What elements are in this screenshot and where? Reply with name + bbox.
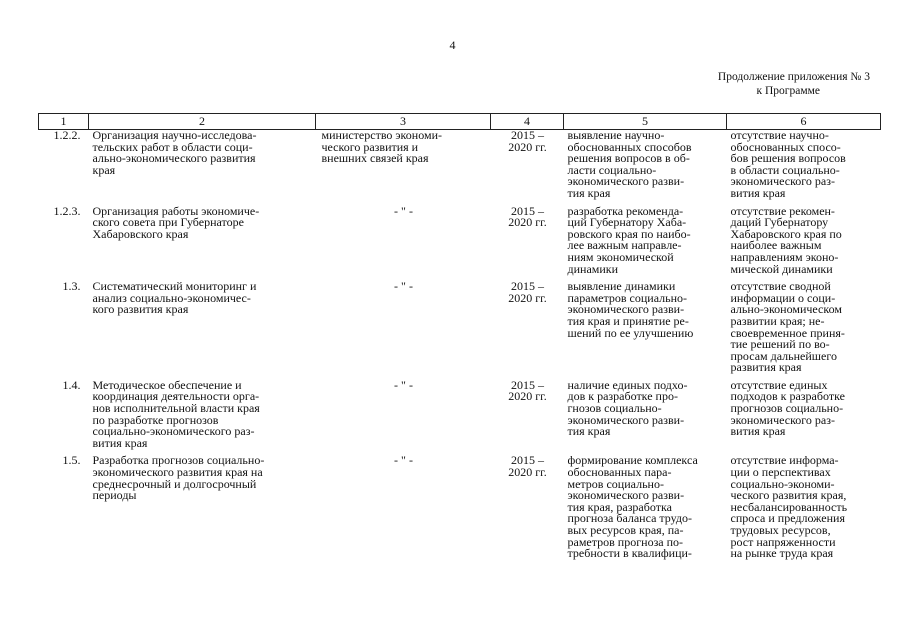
executor-cell: - " - — [394, 279, 413, 294]
result-cell: разработка рекоменда- ций Губернатору Хаба- ровского края по наибо- лее важным направле- ниям экономической динамики — [567, 203, 691, 276]
measure-cell: Методическое обеспечение и координация деятельности орга- нов исполнительной власти края по разработке прогнозов социально-экономического раз- вития края — [92, 377, 260, 450]
executor-cell: министерство экономи- ческого развития и внешних связей края — [321, 128, 442, 166]
appendix-note — [690, 70, 870, 98]
period-cell: 2015 – 2020 гг. — [508, 279, 547, 305]
header-col-2: 2 — [89, 114, 316, 130]
executor-cell: - " - — [394, 377, 413, 392]
measure-cell: Разработка прогнозов социально- экономического развития края на среднесрочный и долгосрочный периоды — [92, 453, 265, 503]
row-number: 1.5. — [62, 453, 81, 468]
measure-cell: Организация научно-исследова- тельских работ в области соци- ально-экономического развития края — [92, 128, 257, 177]
result-cell: выявление динамики параметров социально- экономического разви- тия края и принятие ре- шений по ее улучшению — [567, 279, 694, 340]
table-row — [39, 380, 881, 456]
result-cell: формирование комплекса обоснованных пара- метров социально- экономического разви- тия края, разработка прогноза баланса трудо- вых ресурсов края, па- раметров прогноза по- требности в квалифици- — [567, 453, 698, 561]
table-row — [39, 130, 881, 206]
period-cell: 2015 – 2020 гг. — [508, 453, 547, 480]
header-col-3: 3 — [316, 114, 491, 130]
consequence-cell: отсутствие информа- ции о перспективах социально-экономи- ческого развития края, несбалансированность спроса и предложения трудовых ресурсов, рост напряженности на рынке труда края — [730, 453, 848, 561]
consequence-cell: отсутствие рекомен- даций Губернатору Хабаровского края по наиболее важным направлениям эконо- мической динамики — [730, 203, 842, 276]
table-row — [39, 455, 881, 565]
appendix-note-line1: Продолжение приложения № 3 — [717, 71, 870, 83]
row-number: 1.3. — [62, 279, 81, 294]
result-cell: выявление научно- обоснованных способов решения вопросов в об- ласти социально- экономического разви- тия края — [567, 128, 692, 200]
consequence-cell: отсутствие научно- обоснованных спосо- бов решения вопросов в области социально- экономического раз- вития края — [730, 128, 846, 200]
program-table — [38, 113, 881, 566]
period-cell: 2015 – 2020 гг. — [508, 203, 547, 230]
appendix-note-line2: к Программе — [756, 85, 820, 97]
header-col-4: 4 — [491, 114, 564, 130]
result-cell: наличие единых подхо- дов к разработке про- гнозов социально- экономического разви- тия края — [567, 377, 688, 439]
executor-cell: - " - — [394, 203, 413, 218]
consequence-cell: отсутствие сводной информации о соци- ально-экономическом развитии края; не- своевременное приня- тие решений по во- просам дальнейшего развития края — [730, 279, 845, 375]
row-number: 1.2.2. — [53, 128, 81, 142]
measure-cell: Систематический мониторинг и анализ социально-экономичес- кого развития края — [92, 279, 257, 317]
period-cell: 2015 – 2020 гг. — [508, 128, 547, 154]
period-cell: 2015 – 2020 гг. — [508, 377, 547, 404]
table-row — [39, 206, 881, 282]
consequence-cell: отсутствие единых подходов к разработке прогнозов социально- экономического раз- вития края — [730, 377, 845, 439]
page-number: 4 — [449, 38, 456, 52]
header-col-5: 5 — [564, 114, 727, 130]
header-col-1: 1 — [39, 114, 89, 130]
table-row — [39, 281, 881, 380]
row-number: 1.2.3. — [53, 203, 81, 218]
header-col-6: 6 — [727, 114, 881, 130]
row-number: 1.4. — [62, 377, 81, 392]
measure-cell: Организация работы экономиче- ского совета при Губернаторе Хабаровского края — [92, 203, 260, 241]
executor-cell: - " - — [394, 453, 413, 468]
